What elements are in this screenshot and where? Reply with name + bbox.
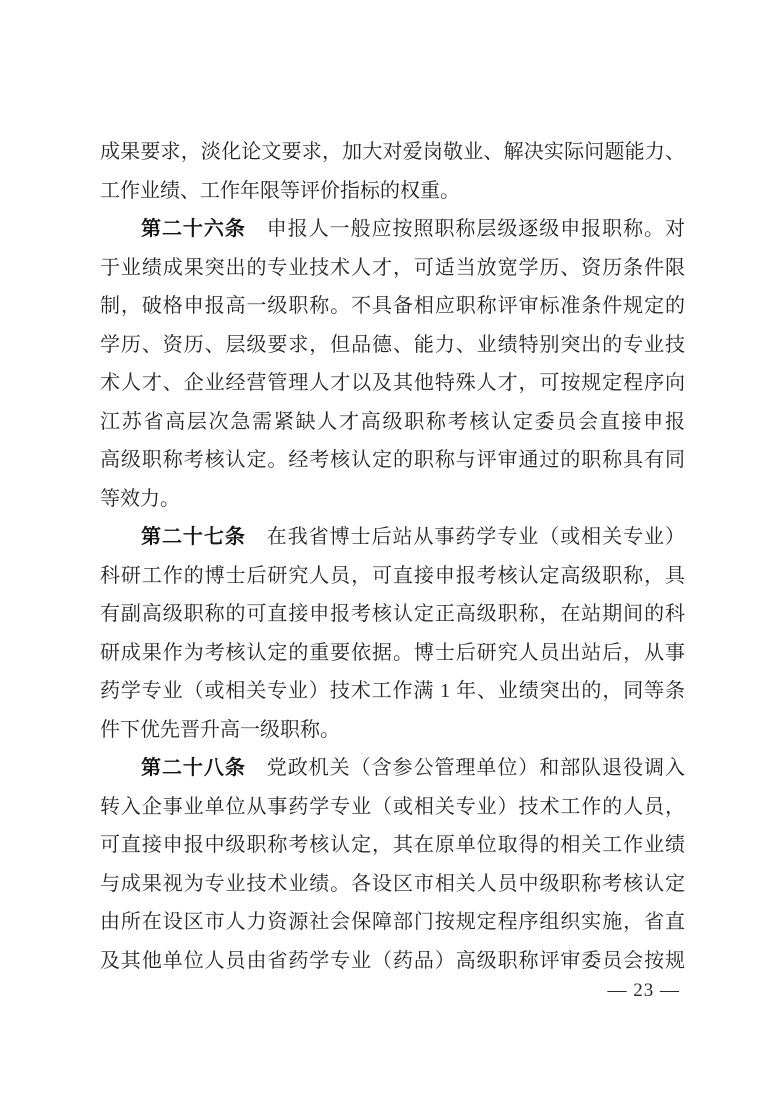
- document-line: [100, 518, 685, 557]
- document-line: [100, 133, 685, 172]
- article-number: 第二十八条: [141, 757, 246, 779]
- line-text: 申报人一般应按照职称层级逐级申报职称。对: [245, 218, 686, 240]
- document-body: [100, 133, 685, 980]
- document-line: [100, 210, 685, 249]
- document-line: [100, 557, 685, 596]
- line-text: 制，破格申报高一级职称。不具备相应职称评审标准条件规定的: [100, 295, 685, 317]
- document-line: [100, 672, 685, 711]
- line-text: 及其他单位人员由省药学专业（药品）高级职称评审委员会按规: [100, 949, 685, 972]
- document-line: [100, 249, 685, 288]
- document-line: [100, 403, 685, 442]
- line-text: 科研工作的博士后研究人员，可直接申报考核认定高级职称，具: [100, 564, 685, 587]
- document-line: [100, 942, 685, 981]
- line-text: 药学专业（或相关专业）技术工作满 1 年、业绩突出的，同等条: [100, 680, 685, 702]
- document-line: [100, 903, 685, 942]
- article-number: 第二十六条: [141, 218, 246, 240]
- document-line: [100, 749, 685, 788]
- line-text: 高级职称考核认定。经考核认定的职称与评审通过的职称具有同: [100, 449, 685, 471]
- line-text: 成果要求，淡化论文要求，加大对爱岗敬业、解决实际问题能力、: [100, 141, 685, 163]
- document-line: [100, 865, 685, 904]
- document-line: [100, 326, 685, 365]
- document-line: [100, 595, 685, 634]
- line-text: 在我省博士后站从事药学专业（或相关专业）: [245, 526, 686, 548]
- document-line: [100, 287, 685, 326]
- document-line: [100, 480, 685, 519]
- line-text: 与成果视为专业技术业绩。各设区市相关人员中级职称考核认定: [100, 872, 685, 895]
- line-text: 可直接申报中级职称考核认定，其在原单位取得的相关工作业绩: [100, 834, 685, 856]
- document-line: [100, 788, 685, 827]
- line-text: 江苏省高层次急需紧缺人才高级职称考核认定委员会直接申报: [100, 410, 685, 433]
- page-number: — 23 —: [607, 980, 680, 1001]
- line-text: 转入企事业单位从事药学专业（或相关专业）技术工作的人员，: [100, 795, 685, 818]
- document-line: [100, 441, 685, 480]
- document-line: [100, 364, 685, 403]
- line-text: 等效力。: [100, 487, 180, 510]
- line-text: 件下优先晋升高一级职称。: [100, 718, 340, 741]
- line-text: 学历、资历、层级要求，但品德、能力、业绩特别突出的专业技: [100, 333, 685, 356]
- line-text: 由所在设区市人力资源社会保障部门按规定程序组织实施，省直: [100, 911, 685, 933]
- line-text: 工作业绩、工作年限等评价指标的权重。: [100, 179, 460, 202]
- document-line: [100, 826, 685, 865]
- article-number: 第二十七条: [141, 526, 246, 548]
- line-text: 研成果作为考核认定的重要依据。博士后研究人员出站后，从事: [100, 641, 685, 664]
- line-text: 有副高级职称的可直接申报考核认定正高级职称，在站期间的科: [100, 603, 685, 625]
- line-text: 于业绩成果突出的专业技术人才，可适当放宽学历、资历条件限: [100, 256, 685, 279]
- document-line: [100, 634, 685, 673]
- line-text: 术人才、企业经营管理人才以及其他特殊人才，可按规定程序向: [100, 372, 685, 394]
- document-line: [100, 711, 685, 750]
- line-text: 党政机关（含参公管理单位）和部队退役调入: [245, 757, 686, 779]
- document-line: [100, 172, 685, 211]
